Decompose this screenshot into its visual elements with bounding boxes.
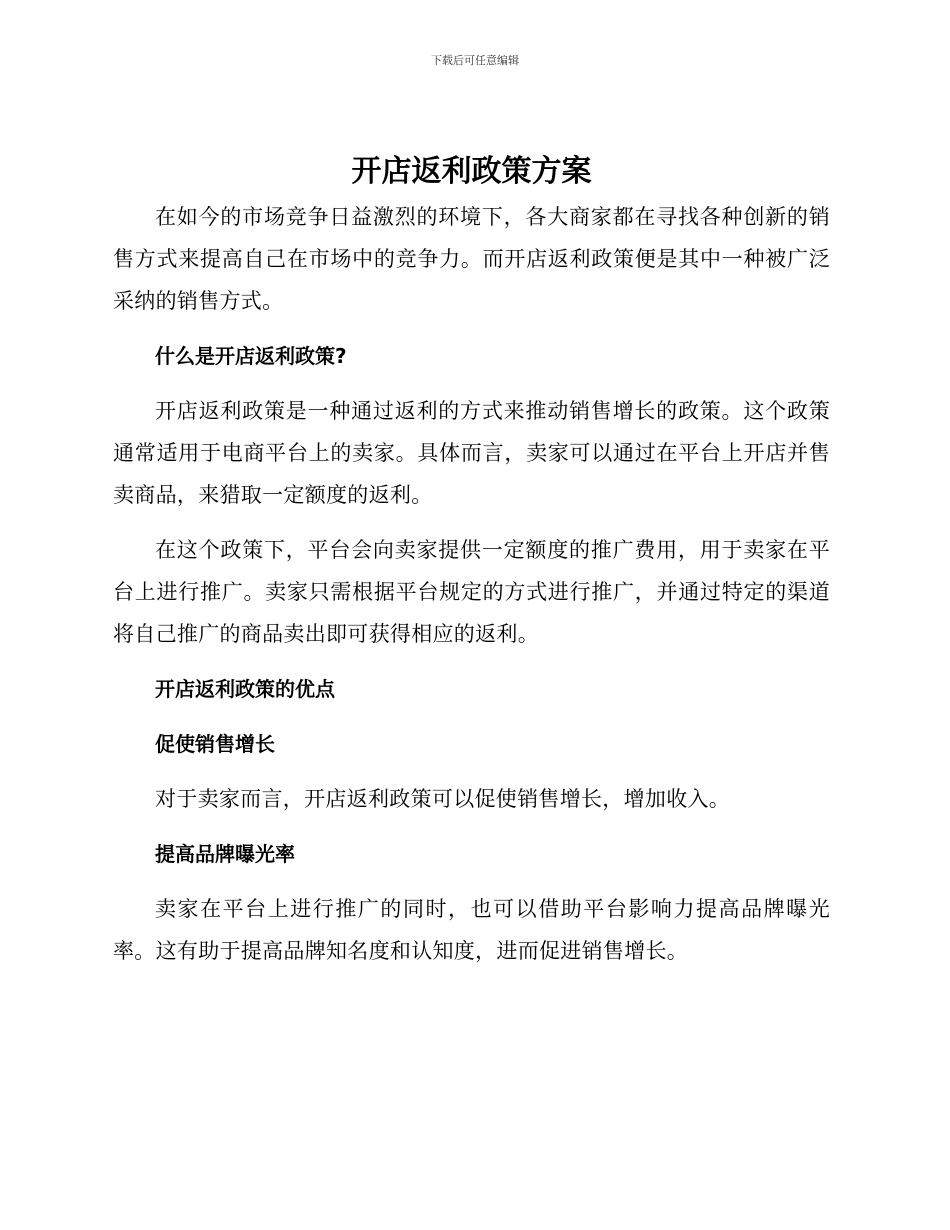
section-heading-what-is: 什么是开店返利政策? [155, 344, 347, 368]
subheading-brand-exposure: 提高品牌曝光率 [155, 842, 295, 866]
intro-paragraph: 在如今的市场竞争日益激烈的环境下，各大商家都在寻找各种创新的销售方式来提高自己在市场中的竞争力。而开店返利政策便是其中一种被广泛采纳的销售方式。 [113, 205, 830, 313]
subheading-sales-growth: 促使销售增长 [155, 732, 275, 756]
section-heading-advantages: 开店返利政策的优点 [155, 677, 335, 701]
definition-paragraph: 开店返利政策是一种通过返利的方式来推动销售增长的政策。这个政策通常适用于电商平台上的卖家。具体而言，卖家可以通过在平台上开店并售卖商品，来猎取一定额度的返利。 [113, 399, 830, 507]
document-title: 开店返利政策方案 [351, 154, 592, 189]
sales-growth-paragraph: 对于卖家而言，开店返利政策可以促使销售增长，增加收入。 [155, 787, 731, 811]
page-header-note: 下载后可任意编辑 [431, 54, 519, 67]
brand-exposure-paragraph: 卖家在平台上进行推广的同时，也可以借助平台影响力提高品牌曝光率。这有助于提高品牌知名度和认知度，进而促进销售增长。 [113, 897, 830, 963]
document-body [113, 152, 830, 985]
mechanism-paragraph: 在这个政策下，平台会向卖家提供一定额度的推广费用，用于卖家在平台上进行推广。卖家只需根据平台规定的方式进行推广，并通过特定的渠道将自己推广的商品卖出即可获得相应的返利。 [113, 538, 830, 646]
